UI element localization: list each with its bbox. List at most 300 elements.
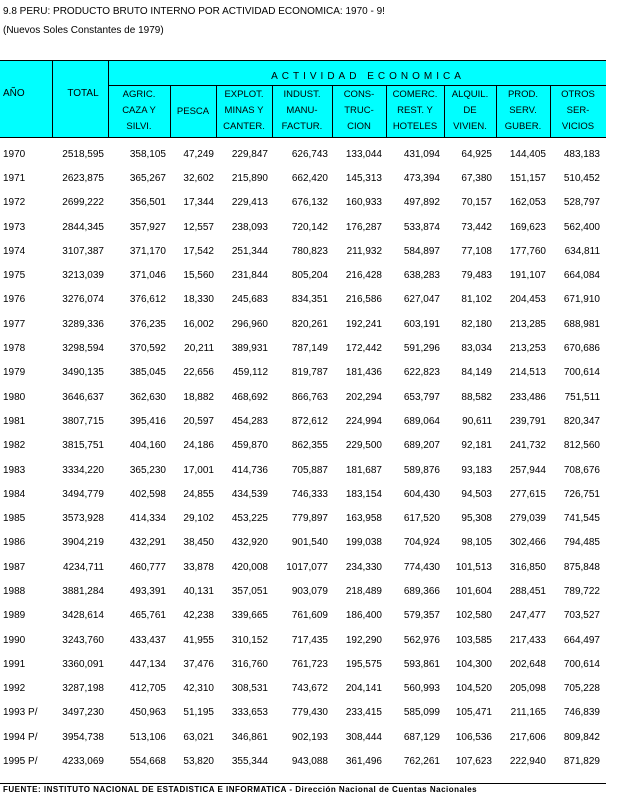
value-cell: 73,442 bbox=[461, 221, 492, 233]
value-cell: 42,310 bbox=[183, 683, 214, 695]
value-cell: 95,308 bbox=[461, 513, 492, 525]
value-cell: 177,760 bbox=[509, 245, 546, 257]
year-cell: 1986 bbox=[3, 537, 26, 549]
value-cell: 176,287 bbox=[345, 221, 382, 233]
column-header: CONS- TRUC- CION bbox=[343, 89, 375, 132]
value-cell: 689,064 bbox=[403, 415, 440, 427]
year-cell: 1979 bbox=[3, 367, 26, 379]
value-cell: 622,823 bbox=[403, 367, 440, 379]
value-cell: 17,001 bbox=[183, 464, 214, 476]
value-cell: 604,430 bbox=[403, 488, 440, 500]
value-cell: 562,400 bbox=[563, 221, 600, 233]
value-cell: 376,235 bbox=[129, 318, 166, 330]
value-cell: 133,044 bbox=[345, 148, 382, 160]
column-header: AGRIC. CAZA Y SILVI. bbox=[122, 89, 156, 132]
value-cell: 634,811 bbox=[564, 245, 600, 257]
value-cell: 90,611 bbox=[462, 415, 492, 427]
value-cell: 3276,074 bbox=[62, 294, 104, 306]
value-cell: 420,008 bbox=[231, 561, 268, 573]
value-cell: 15,560 bbox=[183, 270, 214, 282]
value-cell: 233,486 bbox=[509, 391, 546, 403]
value-cell: 192,241 bbox=[345, 318, 382, 330]
value-cell: 593,861 bbox=[403, 658, 440, 670]
value-cell: 3807,715 bbox=[62, 415, 104, 427]
table-row bbox=[0, 725, 606, 749]
value-cell: 365,230 bbox=[129, 464, 166, 476]
source-footer: FUENTE: INSTITUTO NACIONAL DE ESTADISTICA E INFORMATICA - Dirección Nacional de Cuentas Nacionales bbox=[3, 785, 478, 794]
value-cell: 689,366 bbox=[403, 585, 440, 597]
value-cell: 432,920 bbox=[231, 537, 268, 549]
value-cell: 688,981 bbox=[563, 318, 600, 330]
table-row bbox=[0, 409, 606, 433]
value-cell: 195,575 bbox=[345, 658, 382, 670]
value-cell: 708,676 bbox=[563, 464, 600, 476]
value-cell: 102,580 bbox=[455, 610, 492, 622]
table-row bbox=[0, 434, 606, 458]
value-cell: 101,513 bbox=[455, 561, 492, 573]
year-cell: 1994 P/ bbox=[3, 731, 38, 743]
year-cell: 1987 bbox=[3, 561, 26, 573]
value-cell: 761,609 bbox=[291, 610, 328, 622]
value-cell: 585,099 bbox=[403, 707, 440, 719]
value-cell: 746,839 bbox=[563, 707, 600, 719]
table-row bbox=[0, 628, 606, 652]
value-cell: 820,347 bbox=[563, 415, 600, 427]
value-cell: 70,157 bbox=[461, 197, 492, 209]
value-cell: 2699,222 bbox=[62, 197, 104, 209]
value-cell: 17,542 bbox=[183, 245, 214, 257]
value-cell: 103,585 bbox=[455, 634, 492, 646]
value-cell: 510,452 bbox=[563, 172, 600, 184]
value-cell: 453,225 bbox=[231, 513, 268, 525]
value-cell: 3287,198 bbox=[62, 683, 104, 695]
value-cell: 834,351 bbox=[291, 294, 328, 306]
value-cell: 239,791 bbox=[509, 415, 546, 427]
value-cell: 901,540 bbox=[291, 537, 328, 549]
value-cell: 726,751 bbox=[563, 488, 600, 500]
value-cell: 310,152 bbox=[231, 634, 268, 646]
value-cell: 251,344 bbox=[231, 245, 268, 257]
value-cell: 181,687 bbox=[345, 464, 382, 476]
year-cell: 1976 bbox=[3, 294, 26, 306]
table-row bbox=[0, 336, 606, 360]
value-cell: 687,129 bbox=[403, 731, 440, 743]
value-cell: 670,686 bbox=[563, 343, 600, 355]
value-cell: 308,444 bbox=[345, 731, 382, 743]
value-cell: 902,193 bbox=[291, 731, 328, 743]
year-cell: 1974 bbox=[3, 245, 26, 257]
column-header: PESCA bbox=[176, 106, 210, 117]
value-cell: 20,597 bbox=[183, 415, 214, 427]
value-cell: 3573,928 bbox=[62, 513, 104, 525]
value-cell: 88,582 bbox=[461, 391, 492, 403]
value-cell: 589,876 bbox=[403, 464, 440, 476]
value-cell: 404,160 bbox=[129, 440, 166, 452]
value-cell: 2844,345 bbox=[62, 221, 104, 233]
year-cell: 1988 bbox=[3, 585, 26, 597]
value-cell: 365,267 bbox=[129, 172, 166, 184]
value-cell: 215,890 bbox=[231, 172, 268, 184]
column-header: ALQUIL. DE VIVIEN. bbox=[451, 89, 489, 132]
table-row bbox=[0, 458, 606, 482]
value-cell: 296,960 bbox=[231, 318, 268, 330]
value-cell: 591,296 bbox=[403, 343, 440, 355]
value-cell: 447,134 bbox=[129, 658, 166, 670]
value-cell: 741,545 bbox=[563, 513, 600, 525]
value-cell: 513,106 bbox=[129, 731, 166, 743]
data-table bbox=[0, 142, 606, 774]
value-cell: 316,760 bbox=[231, 658, 268, 670]
value-cell: 819,787 bbox=[291, 367, 328, 379]
value-cell: 29,102 bbox=[183, 513, 214, 525]
year-cell: 1970 bbox=[3, 148, 26, 160]
value-cell: 533,874 bbox=[403, 221, 440, 233]
year-cell: 1985 bbox=[3, 513, 26, 525]
year-cell: 1972 bbox=[3, 197, 26, 209]
value-cell: 862,355 bbox=[291, 440, 328, 452]
value-cell: 79,483 bbox=[461, 270, 492, 282]
column-header: OTROS SER- VICIOS bbox=[561, 89, 595, 132]
value-cell: 98,105 bbox=[461, 537, 492, 549]
value-cell: 3298,594 bbox=[62, 343, 104, 355]
value-cell: 774,430 bbox=[403, 561, 440, 573]
value-cell: 104,520 bbox=[455, 683, 492, 695]
value-cell: 84,149 bbox=[461, 367, 492, 379]
value-cell: 151,157 bbox=[509, 172, 546, 184]
value-cell: 82,180 bbox=[461, 318, 492, 330]
table-row bbox=[0, 312, 606, 336]
value-cell: 205,098 bbox=[509, 683, 546, 695]
value-cell: 671,910 bbox=[563, 294, 600, 306]
value-cell: 316,850 bbox=[509, 561, 546, 573]
total-column-header: TOTAL bbox=[67, 88, 99, 99]
value-cell: 664,497 bbox=[563, 634, 600, 646]
value-cell: 473,394 bbox=[403, 172, 440, 184]
value-cell: 277,615 bbox=[509, 488, 546, 500]
value-cell: 106,536 bbox=[455, 731, 492, 743]
value-cell: 234,330 bbox=[345, 561, 382, 573]
value-cell: 37,476 bbox=[183, 658, 214, 670]
value-cell: 3213,039 bbox=[62, 270, 104, 282]
value-cell: 779,897 bbox=[291, 513, 328, 525]
column-header: INDUST. MANU- FACTUR. bbox=[281, 89, 323, 132]
value-cell: 459,870 bbox=[231, 440, 268, 452]
value-cell: 105,471 bbox=[455, 707, 492, 719]
value-cell: 603,191 bbox=[403, 318, 440, 330]
value-cell: 2518,595 bbox=[62, 148, 104, 160]
value-cell: 787,149 bbox=[291, 343, 328, 355]
value-cell: 213,253 bbox=[509, 343, 546, 355]
value-cell: 12,557 bbox=[183, 221, 214, 233]
value-cell: 53,820 bbox=[183, 756, 214, 768]
value-cell: 432,291 bbox=[129, 537, 166, 549]
value-cell: 705,228 bbox=[563, 683, 600, 695]
value-cell: 653,797 bbox=[403, 391, 440, 403]
value-cell: 191,107 bbox=[509, 270, 546, 282]
value-cell: 528,797 bbox=[563, 197, 600, 209]
value-cell: 638,283 bbox=[403, 270, 440, 282]
value-cell: 42,238 bbox=[183, 610, 214, 622]
column-header: COMERC. REST. Y HOTELES bbox=[392, 89, 438, 132]
value-cell: 229,413 bbox=[231, 197, 268, 209]
year-cell: 1989 bbox=[3, 610, 26, 622]
value-cell: 705,887 bbox=[291, 464, 328, 476]
year-cell: 1991 bbox=[3, 658, 26, 670]
value-cell: 38,450 bbox=[183, 537, 214, 549]
value-cell: 746,333 bbox=[291, 488, 328, 500]
value-cell: 1017,077 bbox=[286, 561, 328, 573]
value-cell: 302,466 bbox=[509, 537, 546, 549]
value-cell: 94,503 bbox=[461, 488, 492, 500]
value-cell: 414,334 bbox=[129, 513, 166, 525]
year-cell: 1982 bbox=[3, 440, 26, 452]
value-cell: 202,648 bbox=[509, 658, 546, 670]
value-cell: 357,051 bbox=[231, 585, 268, 597]
table-row bbox=[0, 749, 606, 773]
table-row bbox=[0, 701, 606, 725]
value-cell: 3428,614 bbox=[62, 610, 104, 622]
value-cell: 3904,219 bbox=[62, 537, 104, 549]
year-cell: 1975 bbox=[3, 270, 26, 282]
value-cell: 434,539 bbox=[231, 488, 268, 500]
value-cell: 41,955 bbox=[183, 634, 214, 646]
value-cell: 160,933 bbox=[345, 197, 382, 209]
actividad-economica-heading: ACTIVIDAD ECONOMICA bbox=[271, 71, 465, 82]
value-cell: 4234,711 bbox=[63, 561, 104, 573]
value-cell: 3954,738 bbox=[62, 731, 104, 743]
value-cell: 483,183 bbox=[563, 148, 600, 160]
year-cell: 1980 bbox=[3, 391, 26, 403]
table-row bbox=[0, 191, 606, 215]
value-cell: 24,186 bbox=[183, 440, 214, 452]
value-cell: 389,931 bbox=[231, 343, 268, 355]
value-cell: 357,927 bbox=[129, 221, 166, 233]
year-cell: 1990 bbox=[3, 634, 26, 646]
value-cell: 214,513 bbox=[509, 367, 546, 379]
value-cell: 186,400 bbox=[345, 610, 382, 622]
year-cell: 1984 bbox=[3, 488, 26, 500]
table-row bbox=[0, 166, 606, 190]
value-cell: 627,047 bbox=[403, 294, 440, 306]
value-cell: 3243,760 bbox=[62, 634, 104, 646]
column-header: EXPLOT. MINAS Y CANTER. bbox=[223, 89, 265, 132]
value-cell: 431,094 bbox=[403, 148, 440, 160]
value-cell: 32,602 bbox=[183, 172, 214, 184]
value-cell: 433,437 bbox=[129, 634, 166, 646]
value-cell: 339,665 bbox=[231, 610, 268, 622]
year-cell: 1983 bbox=[3, 464, 26, 476]
ano-column-header: AÑO bbox=[3, 88, 25, 99]
value-cell: 355,344 bbox=[231, 756, 268, 768]
value-cell: 192,290 bbox=[345, 634, 382, 646]
value-cell: 579,357 bbox=[403, 610, 440, 622]
value-cell: 3815,751 bbox=[62, 440, 104, 452]
value-cell: 93,183 bbox=[461, 464, 492, 476]
value-cell: 181,436 bbox=[345, 367, 382, 379]
value-cell: 780,823 bbox=[291, 245, 328, 257]
value-cell: 3494,779 bbox=[62, 488, 104, 500]
value-cell: 169,623 bbox=[509, 221, 546, 233]
value-cell: 358,105 bbox=[129, 148, 166, 160]
value-cell: 172,442 bbox=[345, 343, 382, 355]
value-cell: 216,428 bbox=[345, 270, 382, 282]
value-cell: 3360,091 bbox=[62, 658, 104, 670]
value-cell: 762,261 bbox=[403, 756, 440, 768]
year-cell: 1995 P/ bbox=[3, 756, 38, 768]
value-cell: 3289,336 bbox=[62, 318, 104, 330]
value-cell: 20,211 bbox=[184, 343, 214, 355]
value-cell: 17,344 bbox=[183, 197, 214, 209]
value-cell: 395,416 bbox=[129, 415, 166, 427]
value-cell: 700,614 bbox=[563, 658, 600, 670]
value-cell: 3881,284 bbox=[62, 585, 104, 597]
value-cell: 213,285 bbox=[509, 318, 546, 330]
value-cell: 871,829 bbox=[563, 756, 600, 768]
year-cell: 1971 bbox=[3, 172, 26, 184]
year-cell: 1977 bbox=[3, 318, 26, 330]
value-cell: 2623,875 bbox=[62, 172, 104, 184]
column-header: PROD. SERV. GUBER. bbox=[504, 89, 542, 132]
value-cell: 370,592 bbox=[129, 343, 166, 355]
value-cell: 875,848 bbox=[563, 561, 600, 573]
value-cell: 107,623 bbox=[455, 756, 492, 768]
value-cell: 412,705 bbox=[129, 683, 166, 695]
value-cell: 229,847 bbox=[231, 148, 268, 160]
value-cell: 751,511 bbox=[564, 391, 600, 403]
value-cell: 211,932 bbox=[346, 245, 382, 257]
value-cell: 64,925 bbox=[461, 148, 492, 160]
value-cell: 51,195 bbox=[183, 707, 214, 719]
value-cell: 554,668 bbox=[129, 756, 166, 768]
value-cell: 101,604 bbox=[455, 585, 492, 597]
table-row bbox=[0, 604, 606, 628]
value-cell: 717,435 bbox=[291, 634, 328, 646]
value-cell: 3107,387 bbox=[62, 245, 104, 257]
value-cell: 664,084 bbox=[563, 270, 600, 282]
table-row bbox=[0, 263, 606, 287]
value-cell: 3490,135 bbox=[62, 367, 104, 379]
table-row bbox=[0, 531, 606, 555]
value-cell: 866,763 bbox=[291, 391, 328, 403]
value-cell: 224,994 bbox=[345, 415, 382, 427]
value-cell: 333,653 bbox=[231, 707, 268, 719]
value-cell: 617,520 bbox=[403, 513, 440, 525]
value-cell: 809,842 bbox=[563, 731, 600, 743]
value-cell: 720,142 bbox=[291, 221, 328, 233]
value-cell: 22,656 bbox=[183, 367, 214, 379]
table-row bbox=[0, 142, 606, 166]
value-cell: 346,861 bbox=[231, 731, 268, 743]
value-cell: 385,045 bbox=[129, 367, 166, 379]
value-cell: 233,415 bbox=[345, 707, 382, 719]
table-row bbox=[0, 239, 606, 263]
value-cell: 217,606 bbox=[509, 731, 546, 743]
value-cell: 229,500 bbox=[345, 440, 382, 452]
value-cell: 356,501 bbox=[129, 197, 166, 209]
value-cell: 24,855 bbox=[183, 488, 214, 500]
value-cell: 18,882 bbox=[183, 391, 214, 403]
value-cell: 279,039 bbox=[509, 513, 546, 525]
value-cell: 145,313 bbox=[345, 172, 382, 184]
value-cell: 81,102 bbox=[461, 294, 492, 306]
value-cell: 454,283 bbox=[231, 415, 268, 427]
table-row bbox=[0, 288, 606, 312]
value-cell: 144,405 bbox=[509, 148, 546, 160]
value-cell: 247,477 bbox=[509, 610, 546, 622]
value-cell: 231,844 bbox=[231, 270, 268, 282]
value-cell: 743,672 bbox=[291, 683, 328, 695]
table-row bbox=[0, 361, 606, 385]
value-cell: 414,736 bbox=[231, 464, 268, 476]
value-cell: 199,038 bbox=[345, 537, 382, 549]
value-cell: 92,181 bbox=[461, 440, 492, 452]
value-cell: 459,112 bbox=[232, 367, 268, 379]
value-cell: 163,958 bbox=[345, 513, 382, 525]
value-cell: 468,692 bbox=[231, 391, 268, 403]
year-cell: 1981 bbox=[3, 415, 26, 427]
value-cell: 241,732 bbox=[509, 440, 546, 452]
value-cell: 245,683 bbox=[231, 294, 268, 306]
value-cell: 211,165 bbox=[510, 707, 546, 719]
value-cell: 257,944 bbox=[509, 464, 546, 476]
value-cell: 4233,069 bbox=[62, 756, 104, 768]
value-cell: 3334,220 bbox=[62, 464, 104, 476]
value-cell: 371,046 bbox=[129, 270, 166, 282]
value-cell: 308,531 bbox=[231, 683, 268, 695]
year-cell: 1993 P/ bbox=[3, 707, 38, 719]
value-cell: 402,598 bbox=[129, 488, 166, 500]
value-cell: 626,743 bbox=[291, 148, 328, 160]
value-cell: 805,204 bbox=[291, 270, 328, 282]
value-cell: 204,453 bbox=[509, 294, 546, 306]
value-cell: 104,300 bbox=[455, 658, 492, 670]
value-cell: 376,612 bbox=[129, 294, 166, 306]
value-cell: 362,630 bbox=[129, 391, 166, 403]
value-cell: 67,380 bbox=[461, 172, 492, 184]
year-cell: 1973 bbox=[3, 221, 26, 233]
value-cell: 33,878 bbox=[183, 561, 214, 573]
table-row bbox=[0, 482, 606, 506]
year-cell: 1978 bbox=[3, 343, 26, 355]
table-row bbox=[0, 579, 606, 603]
value-cell: 218,489 bbox=[345, 585, 382, 597]
value-cell: 465,761 bbox=[129, 610, 166, 622]
value-cell: 47,249 bbox=[183, 148, 214, 160]
value-cell: 371,170 bbox=[129, 245, 166, 257]
table-row bbox=[0, 677, 606, 701]
value-cell: 779,430 bbox=[291, 707, 328, 719]
value-cell: 3497,230 bbox=[62, 707, 104, 719]
value-cell: 676,132 bbox=[291, 197, 328, 209]
table-row bbox=[0, 652, 606, 676]
value-cell: 703,527 bbox=[563, 610, 600, 622]
table-row bbox=[0, 506, 606, 530]
value-cell: 361,496 bbox=[345, 756, 382, 768]
table-title: 9.8 PERU: PRODUCTO BRUTO INTERNO POR ACTIVIDAD ECONOMICA: 1970 - 9! bbox=[3, 6, 385, 17]
value-cell: 872,612 bbox=[291, 415, 328, 427]
value-cell: 40,131 bbox=[183, 585, 214, 597]
table-row bbox=[0, 385, 606, 409]
table-row bbox=[0, 555, 606, 579]
value-cell: 704,924 bbox=[403, 537, 440, 549]
value-cell: 794,485 bbox=[563, 537, 600, 549]
value-cell: 83,034 bbox=[461, 343, 492, 355]
value-cell: 812,560 bbox=[563, 440, 600, 452]
value-cell: 63,021 bbox=[183, 731, 214, 743]
value-cell: 460,777 bbox=[129, 561, 166, 573]
value-cell: 450,963 bbox=[129, 707, 166, 719]
value-cell: 18,330 bbox=[183, 294, 214, 306]
